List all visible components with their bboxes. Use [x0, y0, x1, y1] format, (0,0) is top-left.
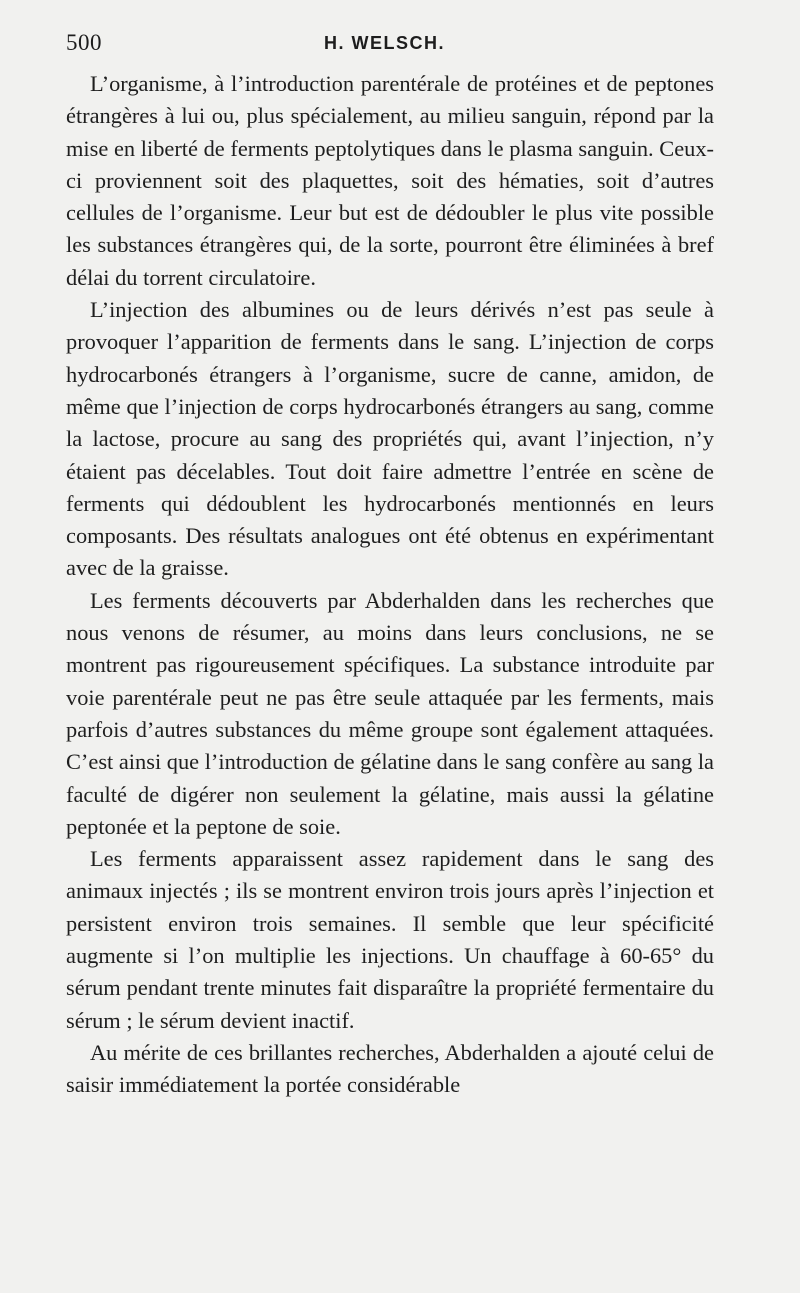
- running-head-author: H. WELSCH.: [324, 33, 445, 53]
- running-head: [66, 30, 716, 60]
- paragraph-3: Les ferments découverts par Abderhalden dans les recherches que nous venons de résumer, au moins dans leurs conclusions, ne se montrent pas rigoureusement spécifiques. La substance introduite par voie parentérale peut ne pas être seule attaquée par les ferments, mais parfois d’autres substances du même groupe sont également attaquées. C’est ainsi que l’introduction de gélatine dans le sang confère au sang la faculté de digérer non seulement la gélatine, mais aussi la gélatine peptonée et la peptone de soie.: [66, 587, 714, 839]
- paragraph-5: Au mérite de ces brillantes recherches, Abderhalden a ajouté celui de saisir immédiatement la portée considérable: [66, 1039, 714, 1098]
- paragraph-1: L’organisme, à l’introduction parentérale de protéines et de peptones étrangères à lui ou, plus spécialement, au milieu sanguin, répond par la mise en liberté de ferments peptolytiques dans le plasma sanguin. Ceux-ci proviennent soit des plaquettes, soit des hématies, soit d’autres cellules de l’organisme. Leur but est de dédoubler le plus vite possible les substances étrangères qui, de la sorte, pourront être éliminées à bref délai du torrent circulatoire.: [66, 71, 714, 290]
- page-number: 500: [66, 30, 102, 55]
- paragraph-4: Les ferments apparaissent assez rapidement dans le sang des animaux injectés ; ils se montrent environ trois jours après l’injection et persistent environ trois semaines. Il semble que leur spécificité augmente si l’on multiplie les injections. Un chauffage à 60-65° du sérum pendant trente minutes fait disparaître la propriété fermentaire du sérum ; le sérum devient inactif.: [66, 846, 714, 1033]
- body-text: [66, 68, 714, 1102]
- paragraph-2: L’injection des albumines ou de leurs dérivés n’est pas seule à provoquer l’apparition de ferments dans le sang. L’injection de corps hydrocarbonés étrangers à l’organisme, sucre de canne, amidon, de même que l’injection de corps hydrocarbonés étrangers au sang, comme la lactose, procure au sang des propriétés qui, avant l’injection, n’y étaient pas décelables. Tout doit faire admettre l’entrée en scène de ferments qui dédoublent les hydrocarbonés mentionnés en leurs composants. Des résultats analogues ont été obtenus en expérimentant avec de la graisse.: [66, 297, 714, 581]
